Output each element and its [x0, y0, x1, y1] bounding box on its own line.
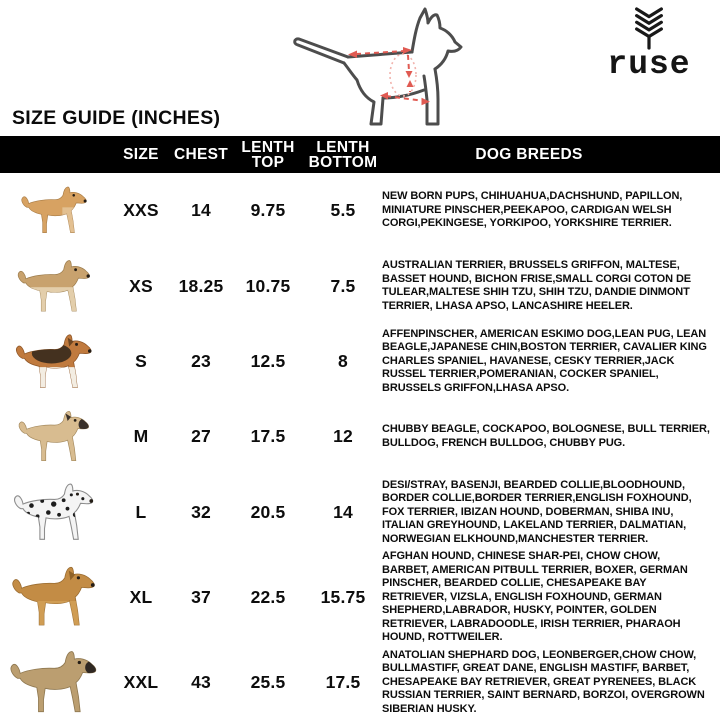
- length-top-value: 9.75: [250, 200, 286, 221]
- size-value: L: [135, 501, 147, 522]
- dog-photo-beagle: [0, 324, 112, 399]
- table-row-xl: [0, 550, 720, 645]
- table-row-xs: [0, 248, 720, 323]
- table-row-m: [0, 399, 720, 474]
- header-length-bottom: LENTH BOTTOM: [308, 138, 378, 171]
- table-row-xxl: [0, 645, 720, 720]
- beagle-image: [12, 329, 100, 395]
- length-bottom-value: 7.5: [330, 275, 356, 296]
- dog-measurement-diagram: [282, 2, 540, 132]
- length-top-value: 12.5: [250, 351, 286, 372]
- dalmatian-image: [10, 478, 102, 547]
- breeds-list: AFGHAN HOUND, CHINESE SHAR-PEI, CHOW CHOW, BARBET, AMERICAN PITBULL TERRIER, BOXER, GERMAN PINSCHER, BEARDED COLLIE, CHESAPEAKE BAY RETRIEVER, VIZSLA, ENGLISH FOXHOUND, GERMAN SHEPHERD,LABRADOR, HUSKY, POINTER, GOLDEN RETRIEVER, LABRADOODLE, IRISH TERRIER, PHARAOH HOUND, ROTTWEILER.: [382, 550, 688, 644]
- length-bottom-value: 17.5: [325, 671, 361, 692]
- wheat-icon: [630, 6, 668, 50]
- chest-value: 32: [191, 501, 211, 522]
- golden-retriever-image: [8, 561, 104, 633]
- length-top-value: 22.5: [250, 586, 286, 607]
- header-size: SIZE: [123, 146, 159, 163]
- size-value: M: [133, 426, 149, 447]
- lhasa-apso-image: [14, 255, 98, 318]
- length-bottom-value: 8: [338, 351, 348, 372]
- dog-photo-dalmatian: [0, 475, 112, 550]
- chest-girth-guide: [390, 54, 416, 96]
- header-chest: CHEST: [173, 146, 229, 163]
- size-value: XS: [129, 275, 153, 296]
- header-dog-breeds: DOG BREEDS: [475, 146, 583, 163]
- breeds-list: DESI/STRAY, BASENJI, BEARDED COLLIE,BLOODHOUND, BORDER COLLIE,BORDER TERRIER,ENGLISH FOXHOUND, FOX TERRIER, IBIZAN HOUND, DOBERMAN, SHIBA INU, ITALIAN GREYHOUND, LAKELAND TERRIER, DALMATIAN, NORWEGIAN ELKHOUND,MANCHESTER TERRIER.: [382, 478, 692, 545]
- length-top-value: 10.75: [245, 275, 291, 296]
- breeds-list: NEW BORN PUPS, CHIHUAHUA,DACHSHUND, PAPILLON, MINIATURE PINSCHER,PEEKAPOO, CARDIGAN WELSH CORGI,PEKINGESE, YORKIPOO, YORKSHIRE TERRIER.: [382, 190, 683, 230]
- size-value: XXL: [123, 671, 159, 692]
- size-table: [0, 173, 720, 720]
- length-bottom-value: 12: [333, 426, 353, 447]
- table-row-l: [0, 475, 720, 550]
- chest-value: 37: [191, 586, 211, 607]
- table-row-xxs: [0, 173, 720, 248]
- length-bottom-value: 15.75: [320, 586, 366, 607]
- chest-value: 14: [191, 200, 211, 221]
- breeds-list: CHUBBY BEAGLE, COCKAPOO, BOLOGNESE, BULL TERRIER, BULLDOG, FRENCH BULLDOG, CHUBBY PUG.: [382, 423, 710, 449]
- length-top-value: 20.5: [250, 501, 286, 522]
- size-value: S: [135, 351, 147, 372]
- chest-value: 18.25: [178, 275, 224, 296]
- length-top-value: 17.5: [250, 426, 286, 447]
- length-bottom-value: 5.5: [330, 200, 356, 221]
- breeds-list: AFFENPINSCHER, AMERICAN ESKIMO DOG,LEAN PUG, LEAN BEAGLE,JAPANESE CHIN,BOSTON TERRIER, CAVALIER KING CHARLES SPANIEL, HAVANESE, CESKY TERRIER,JACK RUSSEL TERRIER,POMERANIAN, COCKER SPANIEL, BRUSSELS GRIFFON,LHASA APSO.: [382, 327, 707, 394]
- dog-photo-chihuahua: [0, 173, 112, 248]
- great-dane-image: [6, 645, 106, 720]
- size-value: XXS: [123, 200, 159, 221]
- chest-value: 23: [191, 351, 211, 372]
- table-header: [0, 136, 720, 173]
- brand-name: ruse: [607, 46, 691, 83]
- length-top-value: 25.5: [250, 671, 286, 692]
- chest-value: 43: [191, 671, 211, 692]
- chihuahua-image: [18, 182, 94, 239]
- dog-photo-great-dane: [0, 645, 112, 720]
- length-bottom-value: 14: [333, 501, 353, 522]
- pug-image: [15, 406, 97, 468]
- chest-value: 27: [191, 426, 211, 447]
- size-value: XL: [129, 586, 153, 607]
- dog-photo-golden-retriever: [0, 550, 112, 645]
- table-row-s: [0, 324, 720, 399]
- page-title: SIZE GUIDE (INCHES): [12, 107, 221, 129]
- breeds-list: AUSTRALIAN TERRIER, BRUSSELS GRIFFON, MALTESE, BASSET HOUND, BICHON FRISE,SMALL CORGI COTON DE TULEAR,MALTESE SHIH TZU, SHIH TZU, DANDIE DINMONT TERRIER, LHASA APSO, LANCASHIRE HEELER.: [382, 259, 692, 312]
- dog-photo-pug: [0, 399, 112, 474]
- breeds-list: ANATOLIAN SHEPHARD DOG, LEONBERGER,CHOW CHOW, BULLMASTIFF, GREAT DANE, ENGLISH MASTIFF, BARBET, CHESAPEAKE BAY RETRIEVER, GREAT PYRENEES, BLACK RUSSIAN TERRIER, SAINT BERNARD, BORZOI, OVERGROWN SIBERIAN HUSKY.: [382, 648, 705, 715]
- brand-logo: [594, 6, 704, 83]
- dog-photo-lhasa-apso: [0, 248, 112, 323]
- header-length-top: LENTH TOP: [241, 138, 295, 171]
